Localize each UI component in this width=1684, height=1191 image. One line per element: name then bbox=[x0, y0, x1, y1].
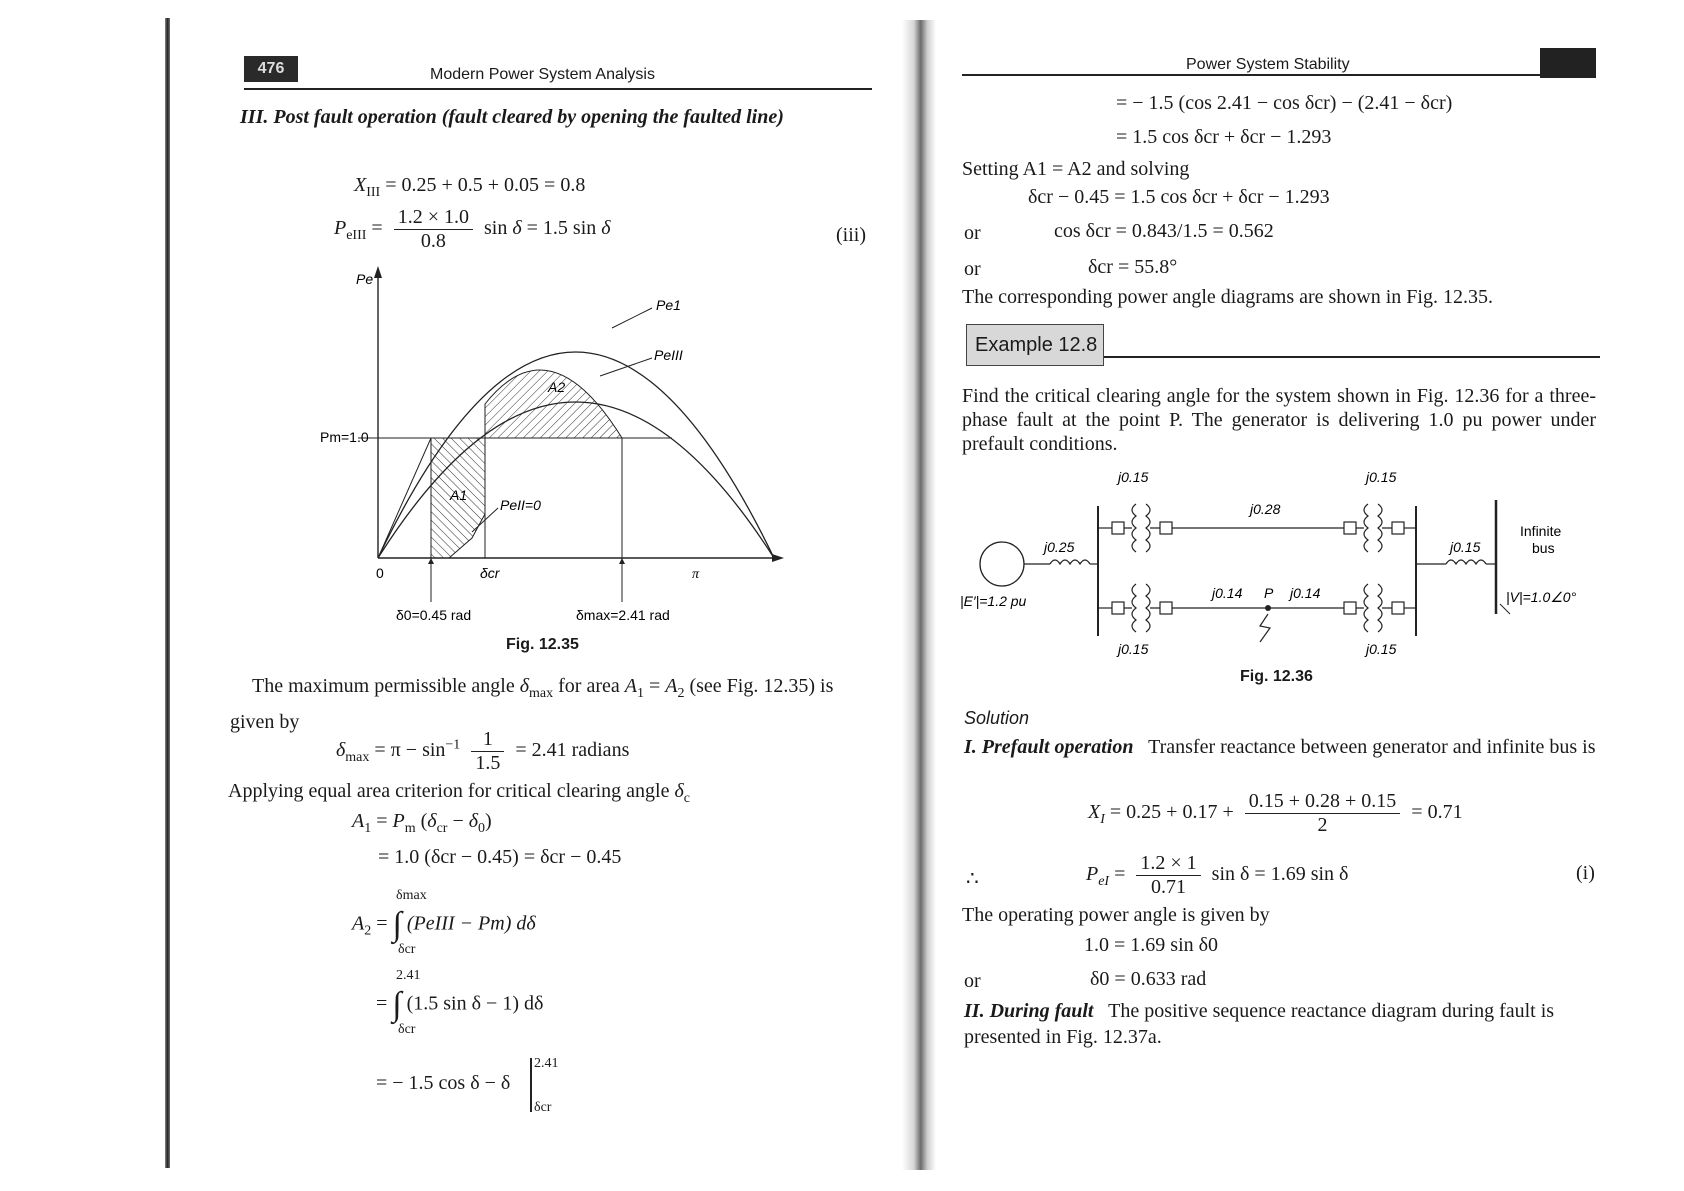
equation-a2-line2: = ∫ (1.5 sin δ − 1) dδ bbox=[376, 986, 544, 1023]
equation-a2-line3: = − 1.5 cos δ − δ bbox=[376, 1072, 511, 1094]
running-head-right: Power System Stability bbox=[1186, 56, 1350, 73]
equation-r4: cos δcr = 0.843/1.5 = 0.562 bbox=[1054, 220, 1274, 242]
equation-label-iii: (iii) bbox=[836, 224, 866, 246]
equation-r3: δcr − 0.45 = 1.5 cos δcr + δcr − 1.293 bbox=[1028, 186, 1330, 208]
therefore-symbol: ∴ bbox=[966, 868, 979, 890]
transformer-bl bbox=[1124, 584, 1160, 632]
paragraph-equal-area: Applying equal area criterion for critical clearing angle $\delta_c$ bbox=[228, 780, 690, 806]
evaluation-bar bbox=[530, 1058, 532, 1112]
transformer-br bbox=[1356, 584, 1392, 632]
or-1: or bbox=[964, 222, 981, 244]
y-axis-arrow bbox=[374, 266, 382, 278]
running-head-left: Modern Power System Analysis bbox=[430, 66, 655, 83]
example-rule bbox=[1104, 356, 1600, 358]
label-a1: A1 bbox=[450, 487, 468, 503]
eval-upper-limit: 2.41 bbox=[534, 1056, 559, 1071]
label-j015-bl: j0.15 bbox=[1118, 641, 1149, 657]
label-j025: j0.25 bbox=[1044, 539, 1075, 555]
or-2: or bbox=[964, 258, 981, 280]
fig-12-35-caption: Fig. 12.35 bbox=[506, 636, 579, 653]
label-j014a: j0.14 bbox=[1212, 585, 1243, 601]
limit-upper-b: 2.41 bbox=[396, 968, 421, 983]
label-infinite-bus: Infinite bus bbox=[1520, 523, 1562, 556]
fault-symbol bbox=[1260, 614, 1270, 642]
equation-x-iii: $X_{III} = 0.25 + 0.5 + 0.05 = 0.8$ bbox=[354, 174, 586, 200]
book-gutter bbox=[902, 20, 936, 1170]
label-pm: Pm=1.0 bbox=[320, 429, 369, 445]
equation-op1: 1.0 = 1.69 sin δ0 bbox=[1084, 934, 1219, 956]
equation-a1-line2: = 1.0 (δcr − 0.45) = δcr − 0.45 bbox=[378, 846, 622, 868]
label-pe: Pe bbox=[356, 271, 374, 287]
example-problem-text: Find the critical clearing angle for the system shown in Fig. 12.36 for a three-phase fault at the point P. The generator is delivering 1.0 pu power under prefault conditions. bbox=[962, 385, 1596, 455]
pe-ii-slope bbox=[378, 438, 431, 558]
label-pe1: Pe1 bbox=[656, 297, 681, 313]
label-j014b: j0.14 bbox=[1290, 585, 1321, 601]
equation-label-i: (i) bbox=[1576, 862, 1595, 884]
setting-text: Setting A1 = A2 and solving bbox=[962, 158, 1190, 180]
figure-12-36-circuit bbox=[960, 464, 1600, 672]
equation-pei: $P_{eI}$ = $\frac{1.2 \times 1}{0.71}$ sin δ = 1.69 sin δ bbox=[1086, 852, 1349, 898]
fault-point-p bbox=[1265, 605, 1271, 611]
header-rule-right bbox=[962, 74, 1596, 76]
equation-pe-iii: $P_{eIII}$ = $\frac{1.2 \times 1.0}{0.8}$ sin δ = 1.5 sin δ bbox=[334, 206, 611, 252]
label-p: P bbox=[1264, 585, 1274, 601]
example-label-box: Example 12.8 bbox=[966, 324, 1104, 366]
equation-r2: = 1.5 cos δcr + δcr − 1.293 bbox=[1116, 126, 1332, 148]
leader-pe1 bbox=[612, 308, 652, 328]
reactance-j025 bbox=[1050, 560, 1090, 564]
page-number-badge: 476 bbox=[244, 56, 298, 82]
label-j015-tr: j0.15 bbox=[1366, 469, 1397, 485]
label-j015-r: j0.15 bbox=[1450, 539, 1481, 555]
paragraph-prefault: I. Prefault operation Transfer reactance between generator and infinite bus is bbox=[964, 736, 1596, 758]
or-3: or bbox=[964, 970, 981, 992]
equation-delta-max: $\delta_{max} = \pi - \sin^{-1}$ $\frac{1}{1.5}$ = 2.41 radians bbox=[336, 728, 630, 774]
page-edge-shadow bbox=[165, 18, 170, 1168]
paragraph-diagrams: The corresponding power angle diagrams are shown in Fig. 12.35. bbox=[962, 286, 1493, 308]
transformer-tr bbox=[1356, 504, 1392, 552]
generator-symbol bbox=[980, 542, 1024, 586]
label-delta-max: δmax=2.41 rad bbox=[576, 607, 670, 623]
label-peii: PeII=0 bbox=[500, 497, 541, 513]
limit-lower-a: δcr bbox=[398, 942, 416, 957]
equation-op2: δ0 = 0.633 rad bbox=[1090, 968, 1207, 990]
limit-lower-b: δcr bbox=[398, 1022, 416, 1037]
paragraph-max-angle: The maximum permissible angle $\delta_{max}$ for area $A_1 = A_2$ (see Fig. 12.35) is given by bbox=[230, 675, 834, 733]
label-a2: A2 bbox=[548, 379, 566, 395]
equation-r1: = − 1.5 (cos 2.41 − cos δcr) − (2.41 − δcr) bbox=[1116, 92, 1453, 114]
label-j015-tl: j0.15 bbox=[1118, 469, 1149, 485]
figure-12-35-power-angle bbox=[300, 262, 800, 632]
label-peiii: PeIII bbox=[654, 347, 683, 363]
equation-r5: δcr = 55.8° bbox=[1088, 256, 1178, 278]
equation-xi: $X_I = 0.25 + 0.17$ + $\frac{0.15 + 0.28 + 0.15}{2}$ = 0.71 bbox=[1088, 790, 1463, 836]
operating-angle-text: The operating power angle is given by bbox=[962, 904, 1270, 926]
label-origin: 0 bbox=[376, 565, 384, 581]
transformer-tl bbox=[1124, 504, 1160, 552]
fig-12-36-caption: Fig. 12.36 bbox=[1240, 668, 1313, 685]
equation-a2-line1: $A_2$ = ∫ (PeIII − Pm) dδ bbox=[352, 906, 536, 943]
label-j028: j0.28 bbox=[1250, 501, 1281, 517]
label-delta0: δ0=0.45 rad bbox=[396, 607, 472, 623]
limit-upper-a: δmax bbox=[396, 888, 427, 903]
label-j015-br: j0.15 bbox=[1366, 641, 1397, 657]
eval-lower-limit: δcr bbox=[534, 1100, 552, 1115]
reactance-j015 bbox=[1446, 560, 1486, 564]
label-e-prime: |E′|=1.2 pu bbox=[960, 593, 1027, 609]
paragraph-during-fault: II. During fault The positive sequence reactance diagram during fault is presented in Fig. 12.37a. bbox=[964, 1000, 1555, 1048]
header-rule-left bbox=[244, 88, 872, 90]
equation-a1-line1: $A_1 = P_m$ $(\delta_{cr} - \delta_0)$ bbox=[352, 810, 492, 836]
label-pi: π bbox=[692, 567, 700, 582]
label-delta-cr: δcr bbox=[480, 565, 500, 581]
section-heading-post-fault: III. Post fault operation (fault cleared by opening the faulted line) bbox=[240, 106, 784, 128]
label-v: |V|=1.0∠0° bbox=[1506, 589, 1577, 605]
page-number-badge-right bbox=[1540, 48, 1596, 78]
leader-peiii bbox=[600, 358, 652, 376]
solution-heading: Solution bbox=[964, 708, 1030, 728]
